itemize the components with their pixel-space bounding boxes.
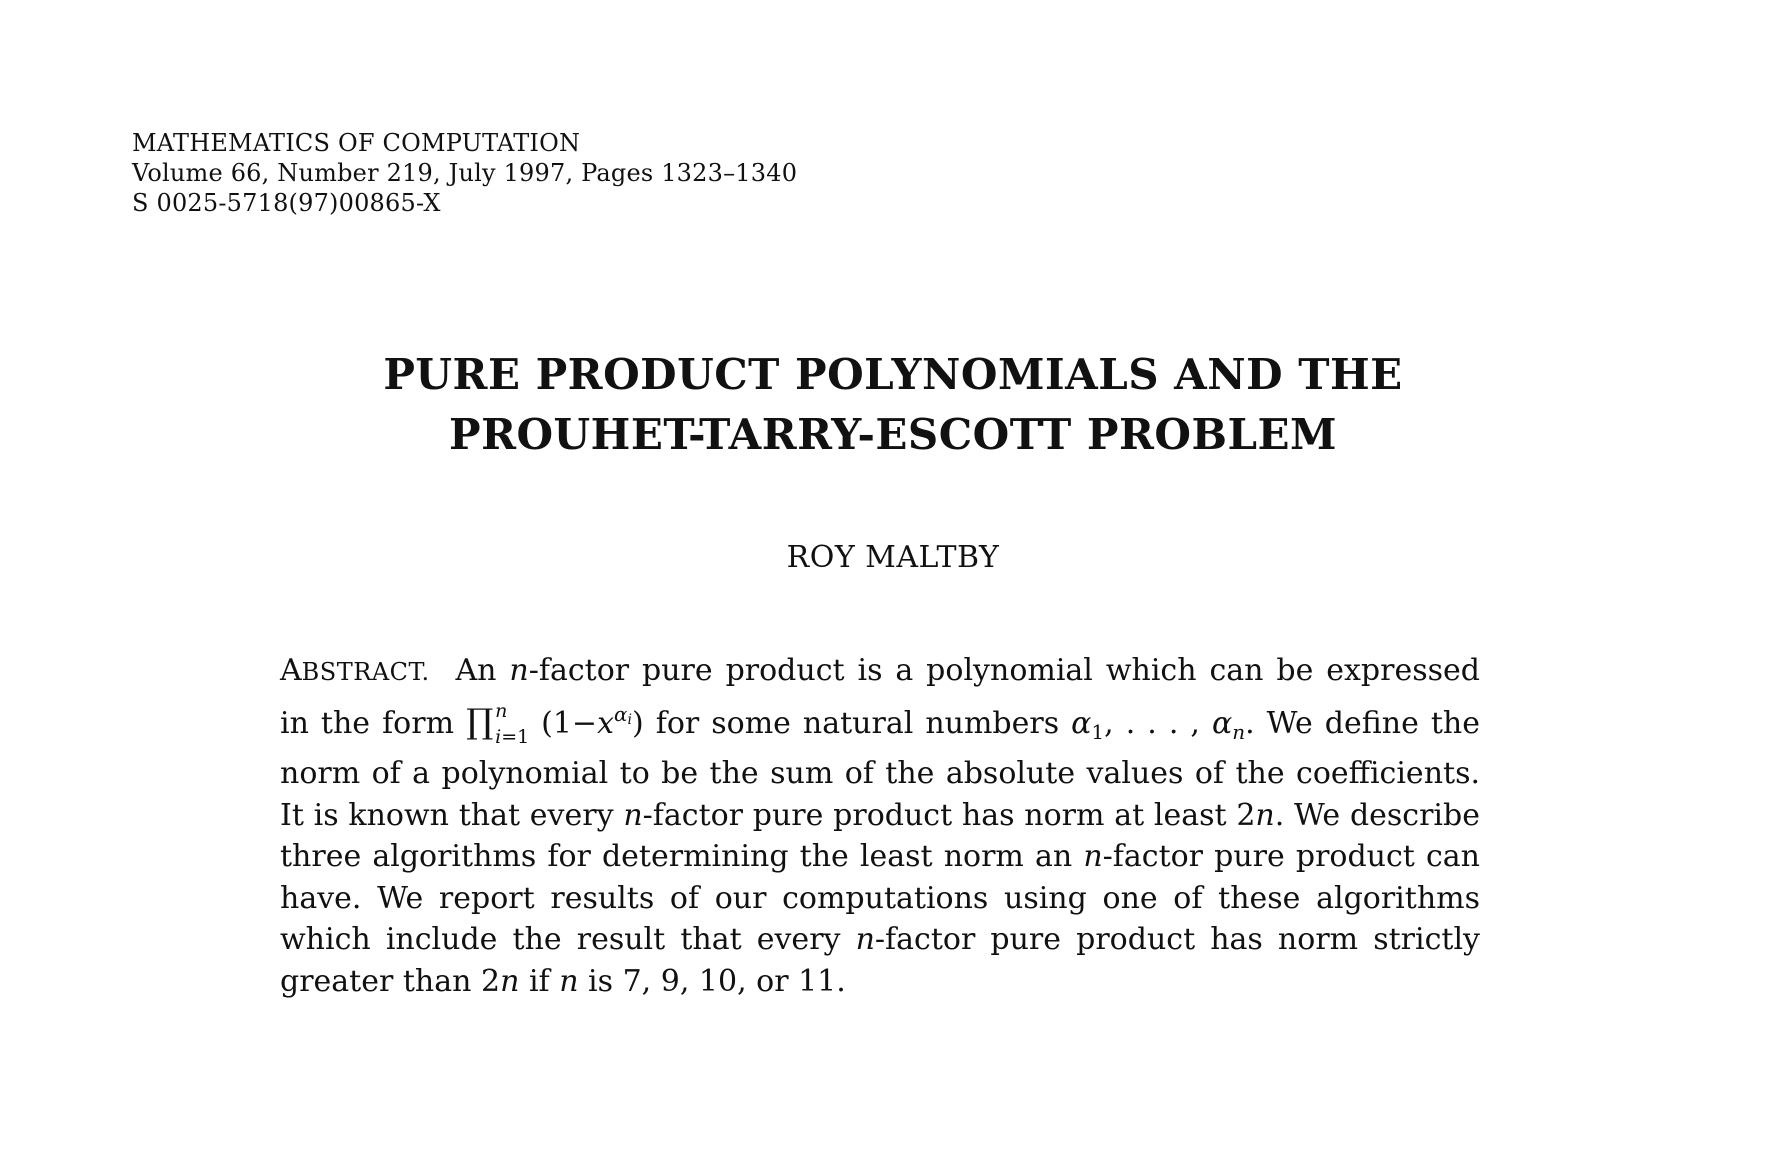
abstract-line-5: three algorithms for determining the least norm an n-factor pure product can — [280, 839, 1480, 874]
journal-name: MATHEMATICS OF COMPUTATION — [132, 129, 581, 157]
abstract-line-3: norm of a polynomial to be the sum of the absolute values of the coefficients. — [280, 756, 1480, 791]
journal-identifier: S 0025-5718(97)00865-X — [132, 189, 441, 217]
abstract-line-7: which include the result that every n-factor pure product has norm strictly — [280, 922, 1480, 957]
journal-header — [132, 128, 892, 218]
abstract-line-1: ABSTRACT. An n-factor pure product is a polynomial which can be expressed — [280, 653, 1480, 688]
paper-title — [0, 345, 1786, 465]
abstract-line-2: in the form ∏ n i=1 $(1-x^{\alpha_i})$ for some natural numbers $\alpha_1$, . . . , $\alpha_n$. We define the — [280, 699, 1480, 748]
abstract-line-6: have. We report results of our computations using one of these algorithms — [280, 880, 1480, 916]
product-symbol: ∏ — [466, 701, 494, 742]
paper-title-line-1: PURE PRODUCT POLYNOMIALS AND THE — [383, 350, 1403, 399]
abstract-line-8: greater than 2n if n is 7, 9, 10, or 11. — [280, 963, 846, 999]
abstract — [280, 650, 1480, 1002]
abstract-label: ABSTRACT. — [280, 653, 430, 688]
journal-volume-line: Volume 66, Number 219, July 1997, Pages 1323–1340 — [132, 159, 798, 187]
paper-author: ROY MALTBY — [786, 540, 1000, 575]
paper-title-line-2: PROUHET-TARRY-ESCOTT PROBLEM — [448, 410, 1338, 459]
product-limits: n i=1 — [495, 699, 530, 748]
abstract-line-4: It is known that every n-factor pure product has norm at least 2n. We describe — [280, 797, 1480, 833]
